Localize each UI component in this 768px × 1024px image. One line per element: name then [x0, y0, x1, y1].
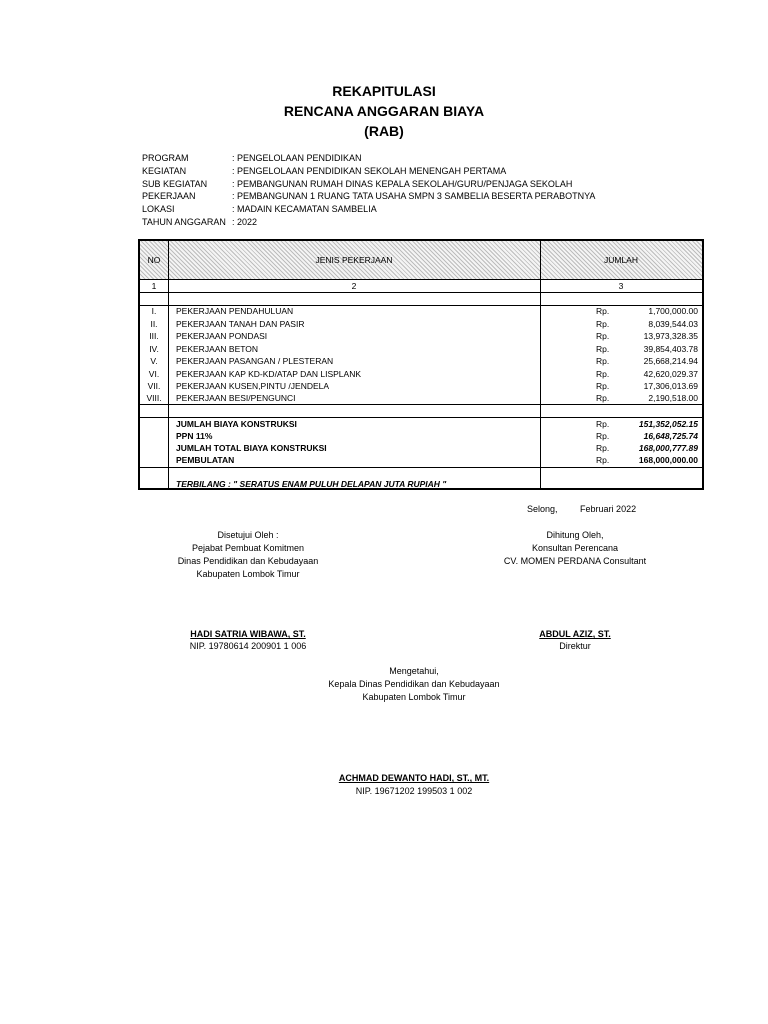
- row-description: PEKERJAAN PENDAHULUAN: [176, 306, 294, 316]
- row-currency: Rp.: [596, 331, 610, 341]
- signature-block-approver: [118, 529, 378, 581]
- head-nip: NIP. 19671202 199503 1 002: [355, 786, 473, 796]
- row-number: VII.: [147, 381, 161, 391]
- row-currency: Rp.: [596, 368, 610, 379]
- column-divider: [168, 241, 169, 488]
- row-amount: 8,039,544.03: [648, 318, 698, 329]
- row-currency: Rp.: [596, 318, 610, 329]
- row-description: PEKERJAAN TANAH DAN PASIR: [176, 318, 305, 329]
- info-label: LOKASI: [142, 204, 175, 215]
- row-amount: 17,306,013.69: [643, 381, 698, 391]
- head-name: ACHMAD DEWANTO HADI, ST., MT.: [338, 773, 490, 783]
- doc-title-line2: RENCANA ANGGARAN BIAYA: [283, 103, 485, 119]
- total-label: JUMLAH BIAYA KONSTRUKSI: [176, 419, 297, 429]
- info-label: TAHUN ANGGARAN: [142, 216, 226, 227]
- row-description: PEKERJAAN PONDASI: [176, 331, 268, 341]
- total-currency: Rp.: [596, 431, 610, 441]
- info-row-tahun-anggaran: [142, 216, 595, 229]
- col-number-no: 1: [151, 281, 157, 291]
- approver-line4: Kabupaten Lombok Timur: [196, 569, 300, 579]
- info-label: SUB KEGIATAN: [142, 178, 208, 189]
- rab-table: [138, 239, 704, 490]
- head-line1: Mengetahui,: [389, 666, 439, 676]
- row-currency: Rp.: [596, 343, 610, 354]
- approver-name: HADI SATRIA WIBAWA, ST.: [190, 629, 306, 639]
- total-amount: 168,000,000.00: [638, 455, 698, 465]
- approver-line3: Dinas Pendidikan dan Kebudayaan: [177, 556, 319, 566]
- info-row-kegiatan: [142, 165, 595, 178]
- header-no: NO: [147, 255, 161, 265]
- row-amount: 1,700,000.00: [648, 306, 698, 316]
- column-divider: [540, 241, 541, 488]
- place-date: [527, 504, 636, 514]
- info-label: PROGRAM: [142, 153, 189, 163]
- info-row-sub-kegiatan: [142, 178, 595, 191]
- row-amount: 13,973,328.35: [643, 331, 698, 341]
- info-value: : PENGELOLAAN PENDIDIKAN SEKOLAH MENENGAH PERTAMA: [232, 165, 507, 176]
- col-number-jenis: 2: [351, 281, 357, 291]
- total-amount: 151,352,052.15: [638, 419, 698, 429]
- info-row-pekerjaan: [142, 190, 595, 203]
- row-number: IV.: [149, 343, 159, 354]
- table-header: [140, 241, 702, 280]
- row-number: III.: [149, 331, 159, 341]
- info-value: : MADAIN KECAMATAN SAMBELIA: [232, 204, 377, 215]
- total-amount: 16,648,725.74: [643, 431, 698, 441]
- row-currency: Rp.: [596, 393, 610, 403]
- doc-title-line1: REKAPITULASI: [332, 83, 436, 99]
- project-info: [142, 152, 595, 229]
- row-number: V.: [150, 356, 158, 366]
- row-description: PEKERJAAN BETON: [176, 343, 259, 354]
- row-description: PEKERJAAN BESI/PENGUNCI: [176, 393, 296, 403]
- info-value: : 2022: [232, 216, 258, 227]
- total-currency: Rp.: [596, 455, 610, 465]
- row-amount: 39,854,403.78: [643, 343, 698, 354]
- consultant-title: Direktur: [559, 641, 591, 651]
- consultant-line1: Dihitung Oleh,: [546, 530, 604, 540]
- row-number: VI.: [148, 368, 160, 379]
- row-currency: Rp.: [596, 356, 610, 366]
- info-value: : PEMBANGUNAN 1 RUANG TATA USAHA SMPN 3 SAMBELIA BESERTA PERABOTNYA: [232, 191, 596, 202]
- info-value: : PENGELOLAAN PENDIDIKAN: [232, 153, 362, 163]
- row-number: I.: [151, 306, 157, 316]
- doc-title-line3: (RAB): [364, 123, 404, 139]
- row-currency: Rp.: [596, 306, 610, 316]
- total-label: PPN 11%: [176, 431, 213, 441]
- total-label: PEMBULATAN: [176, 455, 235, 465]
- row-divider: [140, 404, 702, 405]
- row-number: VIII.: [146, 393, 162, 403]
- col-number-jumlah: 3: [618, 281, 624, 291]
- consultant-line3: CV. MOMEN PERDANA Consultant: [503, 556, 647, 566]
- total-amount: 168,000,777.89: [638, 443, 698, 453]
- row-amount: 25,668,214.94: [643, 356, 698, 366]
- header-jenis-pekerjaan: JENIS PEKERJAAN: [315, 255, 393, 265]
- approver-nip: NIP. 19780614 200901 1 006: [189, 641, 307, 651]
- row-description: PEKERJAAN PASANGAN / PLESTERAN: [176, 356, 334, 366]
- header-jumlah: JUMLAH: [603, 255, 638, 265]
- consultant-name: ABDUL AZIZ, ST.: [539, 629, 611, 639]
- info-value: : PEMBANGUNAN RUMAH DINAS KEPALA SEKOLAH/GURU/PENJAGA SEKOLAH: [232, 178, 573, 189]
- row-divider: [140, 467, 702, 468]
- info-label: PEKERJAAN: [142, 191, 196, 202]
- consultant-line2: Konsultan Perencana: [531, 543, 619, 553]
- signature-block-head: [254, 665, 574, 704]
- info-row-program: [142, 152, 595, 165]
- date: Februari 2022: [580, 504, 637, 514]
- total-label: JUMLAH TOTAL BIAYA KONSTRUKSI: [176, 443, 327, 453]
- total-currency: Rp.: [596, 443, 610, 453]
- amount-in-words: TERBILANG : " SERATUS ENAM PULUH DELAPAN JUTA RUPIAH ": [176, 479, 447, 489]
- row-description: PEKERJAAN KAP KD-KD/ATAP DAN LISPLANK: [176, 368, 362, 379]
- row-amount: 2,190,518.00: [648, 393, 698, 403]
- row-divider: [140, 292, 702, 293]
- row-number: II.: [150, 318, 158, 329]
- head-line3: Kabupaten Lombok Timur: [362, 692, 466, 702]
- info-row-lokasi: [142, 203, 595, 216]
- row-description: PEKERJAAN KUSEN,PINTU /JENDELA: [176, 381, 330, 391]
- info-label: KEGIATAN: [142, 165, 187, 176]
- approver-line2: Pejabat Pembuat Komitmen: [191, 543, 305, 553]
- total-currency: Rp.: [596, 419, 610, 429]
- approver-line1: Disetujui Oleh :: [217, 530, 279, 540]
- row-amount: 42,620,029.37: [643, 368, 698, 379]
- signature-block-consultant: [440, 529, 710, 568]
- row-currency: Rp.: [596, 381, 610, 391]
- place: Selong,: [527, 504, 558, 514]
- head-line2: Kepala Dinas Pendidikan dan Kebudayaan: [328, 679, 500, 689]
